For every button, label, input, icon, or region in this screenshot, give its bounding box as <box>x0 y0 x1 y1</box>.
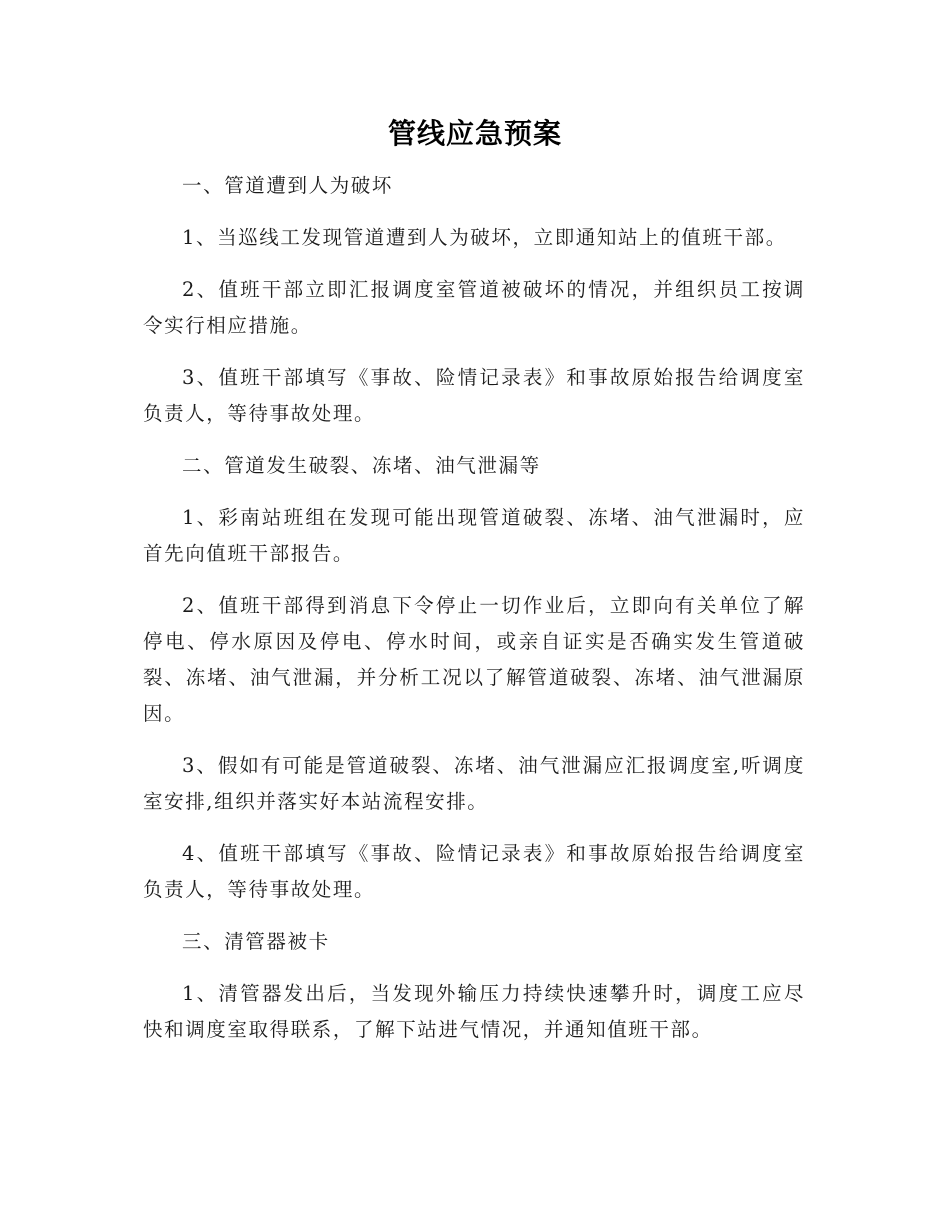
paragraph: 2、值班干部立即汇报调度室管道被破坏的情况，并组织员工按调令实行相应措施。 <box>143 278 805 337</box>
section-heading-2: 二、管道发生破裂、冻堵、油气泄漏等 <box>182 454 541 477</box>
paragraph: 2、值班干部得到消息下令停止一切作业后，立即向有关单位了解停电、停水原因及停电、停水时间，或亲自证实是否确实发生管道破裂、冻堵、油气泄漏，并分析工况以了解管道破裂、冻堵、油气泄漏原因。 <box>143 594 805 725</box>
paragraph: 3、值班干部填写《事故、险情记录表》和事故原始报告给调度室负责人，等待事故处理。 <box>143 366 805 425</box>
document-body <box>143 168 805 1064</box>
paragraph: 4、值班干部填写《事故、险情记录表》和事故原始报告给调度室负责人，等待事故处理。 <box>143 842 805 901</box>
section-heading-1: 一、管道遭到人为破坏 <box>182 174 394 197</box>
section-heading-3: 三、清管器被卡 <box>182 930 330 953</box>
document-title: 管线应急预案 <box>387 117 562 150</box>
paragraph: 1、彩南站班组在发现可能出现管道破裂、冻堵、油气泄漏时，应首先向值班干部报告。 <box>143 506 805 565</box>
paragraph: 3、假如有可能是管道破裂、冻堵、油气泄漏应汇报调度室,听调度室安排,组织并落实好本站流程安排。 <box>143 754 805 813</box>
paragraph: 1、清管器发出后，当发现外输压力持续快速攀升时，调度工应尽快和调度室取得联系，了解下站进气情况，并通知值班干部。 <box>143 982 805 1041</box>
paragraph: 1、当巡线工发现管道遭到人为破坏，立即通知站上的值班干部。 <box>182 226 787 249</box>
